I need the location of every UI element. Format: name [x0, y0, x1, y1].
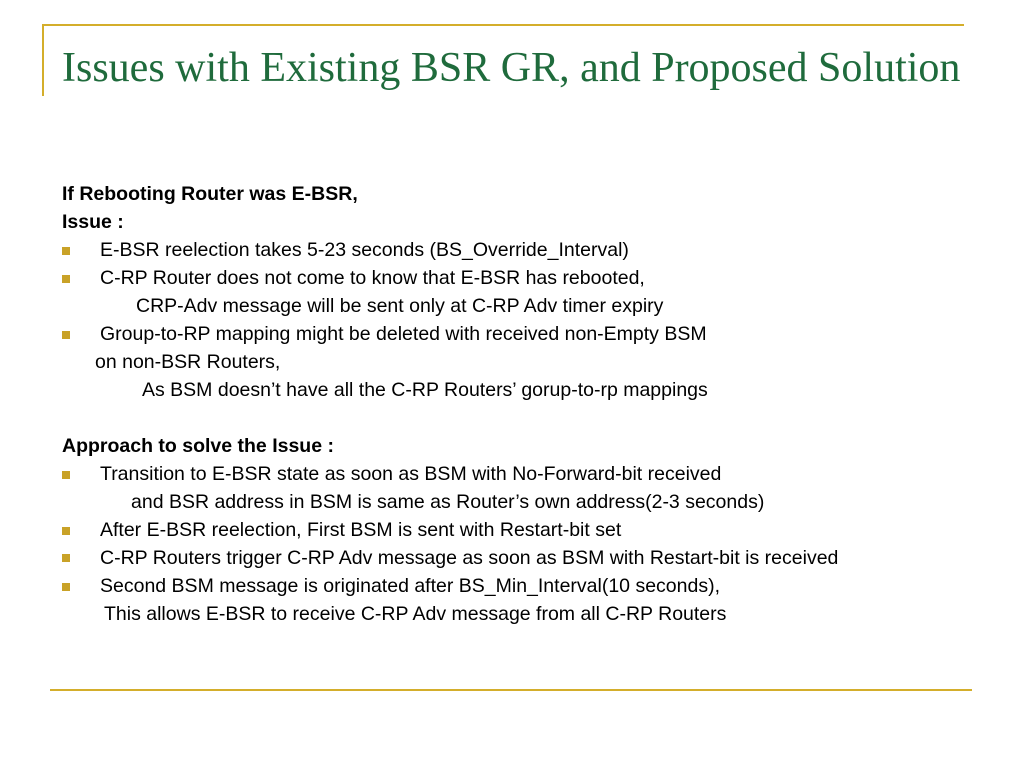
issue-item: Group-to-RP mapping might be deleted with received non-Empty BSM [62, 320, 962, 348]
approach-continuation: This allows E-BSR to receive C-RP Adv message from all C-RP Routers [104, 603, 727, 625]
issue-continuation: CRP-Adv message will be sent only at C-RP Adv timer expiry [136, 295, 664, 317]
issue-item: C-RP Router does not come to know that E-BSR has rebooted, [62, 264, 962, 292]
square-bullet-icon [62, 527, 70, 535]
square-bullet-icon [62, 331, 70, 339]
slide-body [62, 180, 962, 628]
approach-item: After E-BSR reelection, First BSM is sent with Restart-bit set [62, 516, 962, 544]
frame-left-rule [42, 24, 44, 96]
slide-title: Issues with Existing BSR GR, and Proposed Solution [62, 45, 961, 91]
square-bullet-icon [62, 247, 70, 255]
square-bullet-icon [62, 583, 70, 591]
issue-continuation: on non-BSR Routers, [95, 351, 281, 373]
section-spacer [62, 404, 962, 432]
body-heading-issue: Issue : [62, 211, 124, 233]
square-bullet-icon [62, 275, 70, 283]
issue-item: E-BSR reelection takes 5-23 seconds (BS_Override_Interval) [62, 236, 962, 264]
frame-top-rule [42, 24, 964, 26]
approach-continuation: and BSR address in BSM is same as Router’s own address(2-3 seconds) [131, 491, 765, 513]
approach-item: Transition to E-BSR state as soon as BSM with No-Forward-bit received [62, 460, 962, 488]
square-bullet-icon [62, 554, 70, 562]
body-heading-reboot: If Rebooting Router was E-BSR, [62, 183, 358, 205]
approach-item: Second BSM message is originated after BS_Min_Interval(10 seconds), [62, 572, 962, 600]
body-heading-approach: Approach to solve the Issue : [62, 435, 334, 457]
frame-bottom-rule [50, 689, 972, 691]
approach-item: C-RP Routers trigger C-RP Adv message as soon as BSM with Restart-bit is received [62, 544, 962, 572]
square-bullet-icon [62, 471, 70, 479]
issue-continuation: As BSM doesn’t have all the C-RP Routers’ gorup-to-rp mappings [142, 379, 708, 401]
